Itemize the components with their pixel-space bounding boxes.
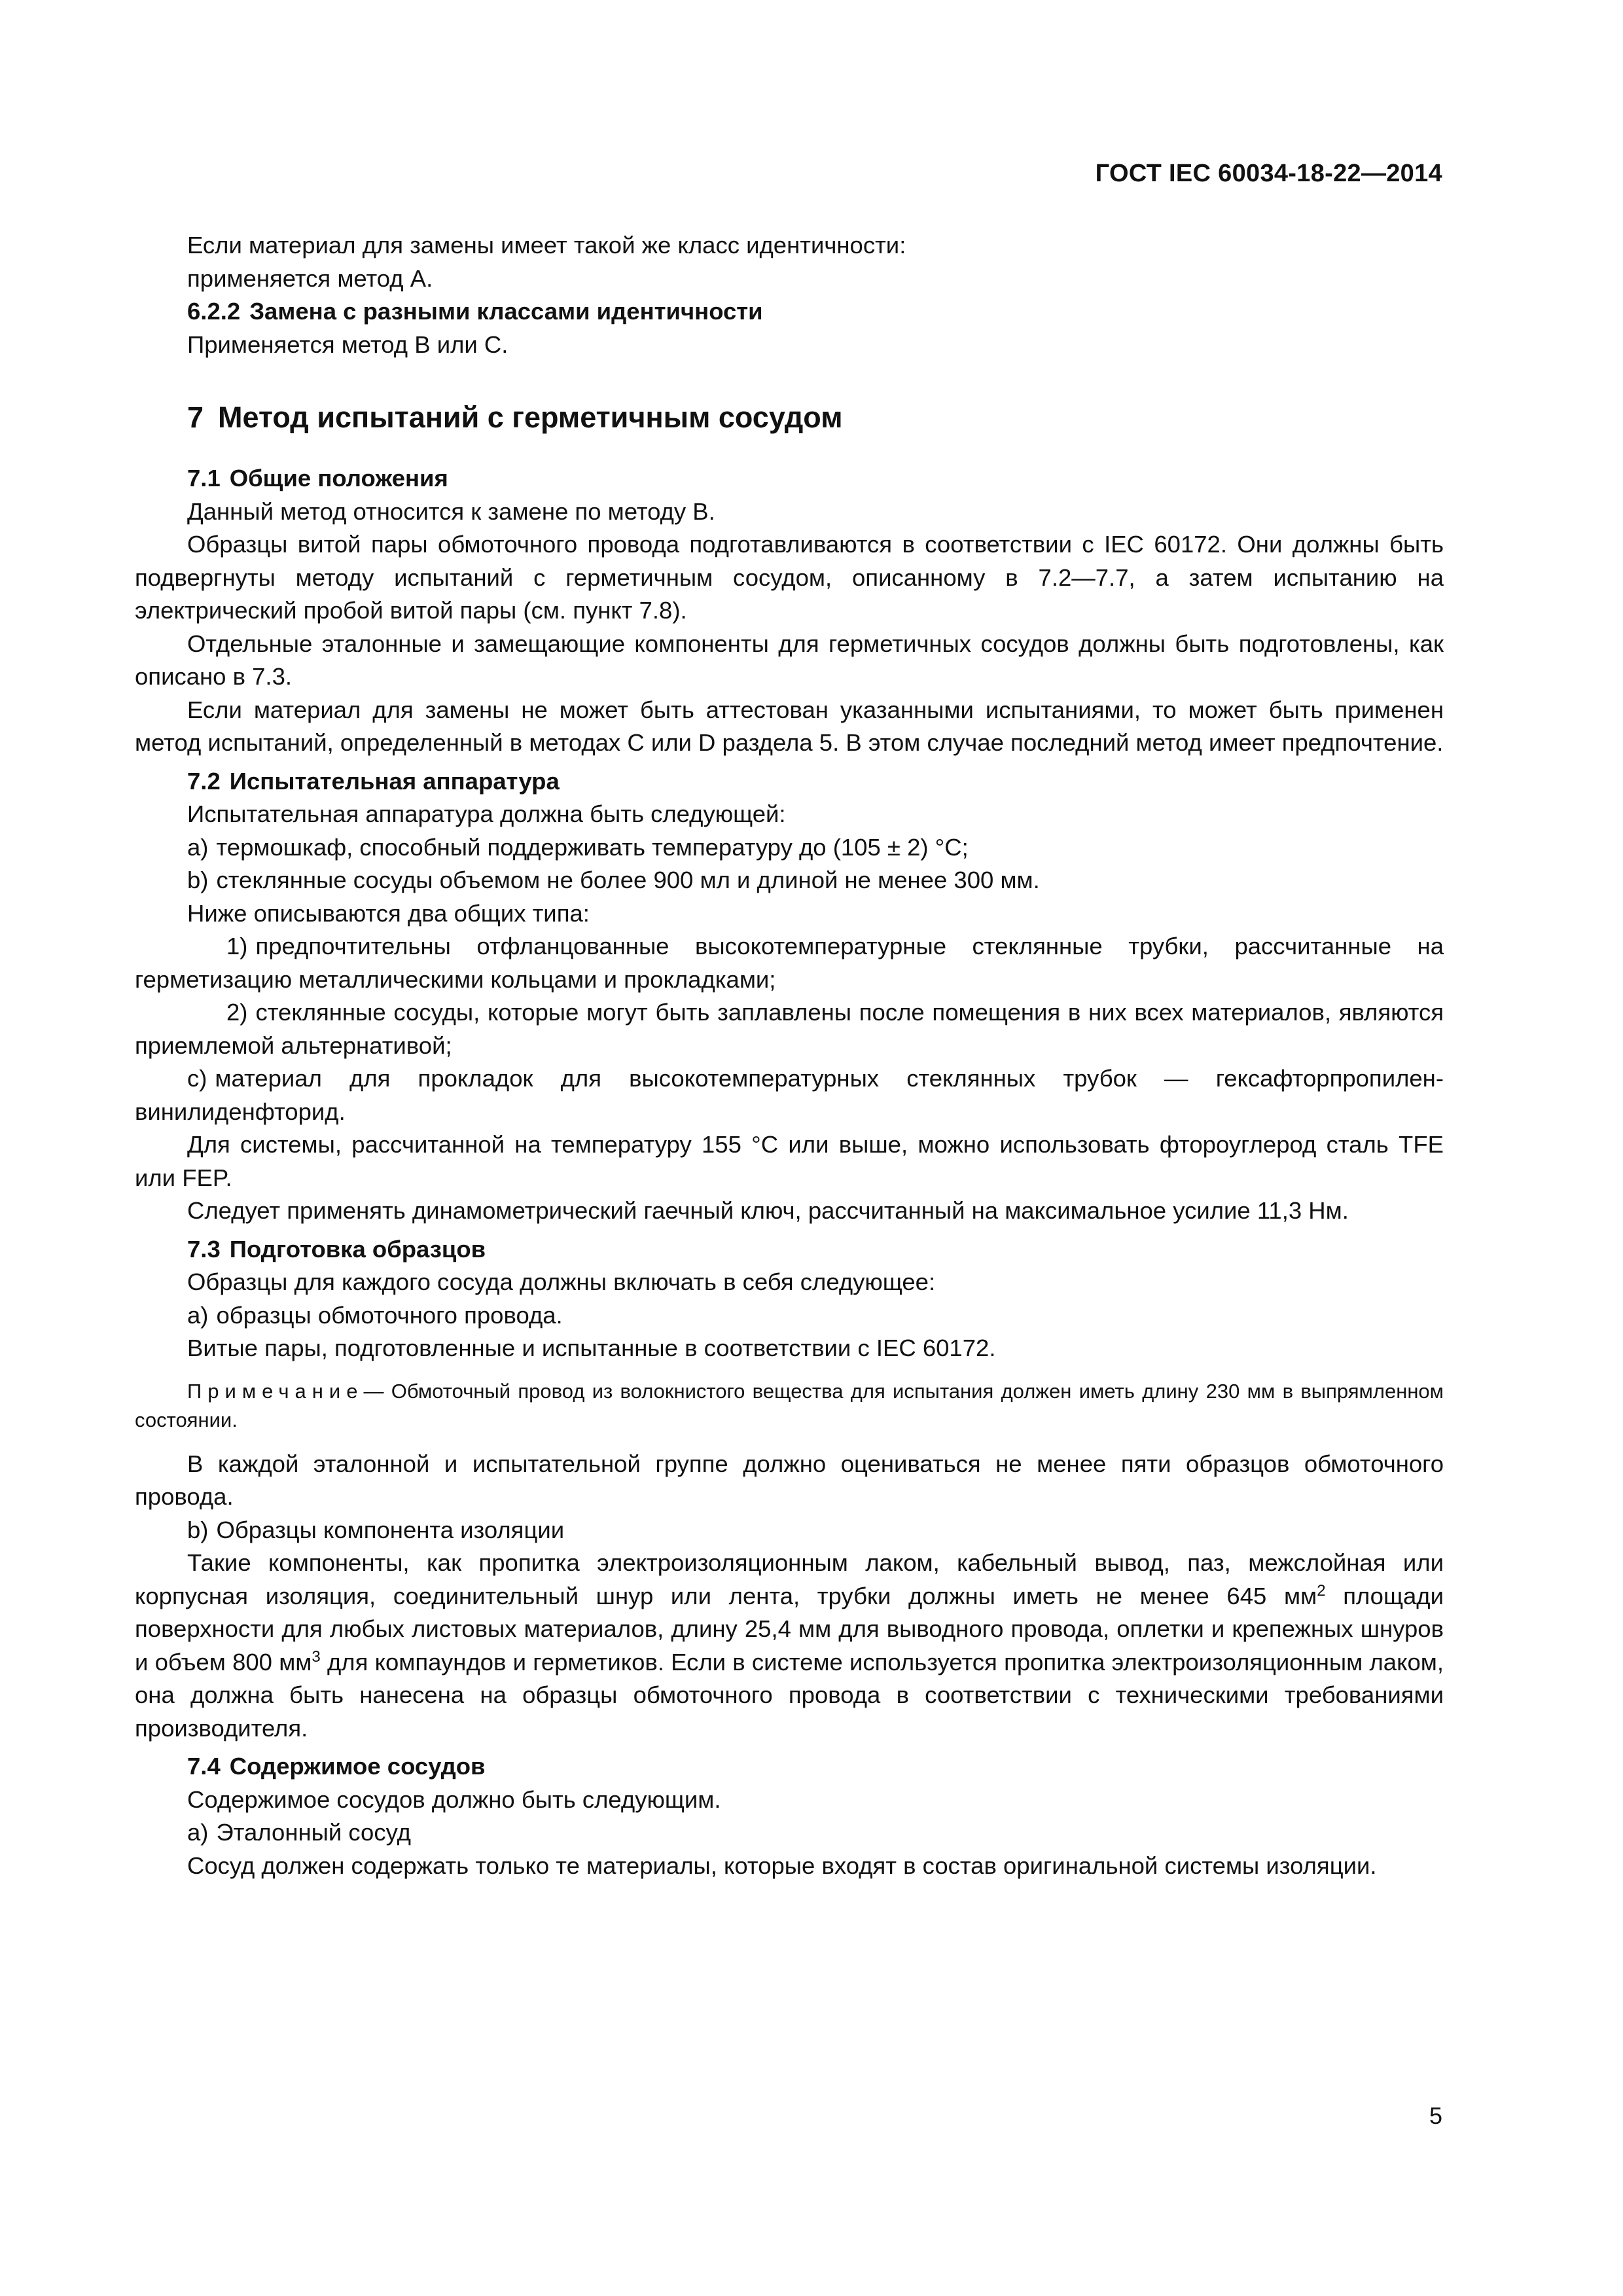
list-marker: 1) bbox=[226, 933, 248, 960]
section-number: 6.2.2 bbox=[187, 298, 241, 325]
note-text: — Обмоточный провод из волокнистого вещества для испытания должен иметь длину 230 мм в выпрямленном состоянии. bbox=[135, 1379, 1444, 1431]
list-marker: a) bbox=[187, 1819, 209, 1846]
text-run: для компаундов и герметиков. Если в системе используется пропитка электроизоляционным лаком, она должна быть нанесена на образцы обмоточного провода в соответствии с техническими требованиями производителя. bbox=[135, 1648, 1444, 1742]
list-item-text: термошкаф, способный поддерживать температуру до (105 ± 2) °С; bbox=[216, 833, 969, 861]
section-title: Подготовка образцов bbox=[229, 1235, 486, 1263]
page-number: 5 bbox=[1429, 2102, 1442, 2129]
list-item-text: стеклянные сосуды объемом не более 900 мл и длиной не менее 300 мм. bbox=[216, 867, 1040, 893]
section-number: 7.4 bbox=[187, 1753, 221, 1780]
list-item-text: Эталонный сосуд bbox=[216, 1819, 411, 1846]
list-item-text: Образцы компонента изоляции bbox=[216, 1516, 565, 1543]
list-item bbox=[135, 1816, 1444, 1850]
section-title: Общие положения bbox=[229, 465, 448, 492]
section-number: 7.2 bbox=[187, 767, 221, 795]
paragraph: Испытательная аппаратура должна быть следующей: bbox=[187, 800, 786, 827]
superscript: 3 bbox=[312, 1647, 321, 1666]
paragraph: Образцы для каждого сосуда должны включать в себя следующее: bbox=[187, 1268, 936, 1295]
list-marker: a) bbox=[187, 833, 209, 861]
section-number: 7.1 bbox=[187, 465, 221, 492]
list-marker: c) bbox=[187, 1065, 207, 1092]
section-title: Содержимое сосудов bbox=[229, 1753, 486, 1780]
paragraph: Содержимое сосудов должно быть следующим. bbox=[187, 1785, 721, 1813]
document-header: ГОСТ IEC 60034-18-22—2014 bbox=[1095, 160, 1442, 187]
section-heading-7-2 bbox=[135, 765, 1444, 798]
list-item bbox=[135, 1514, 1444, 1547]
note bbox=[135, 1377, 1444, 1435]
section-heading-6-2-2 bbox=[135, 295, 1444, 329]
paragraph: применяется метод А. bbox=[187, 264, 433, 292]
document-body bbox=[135, 229, 1444, 1882]
paragraph bbox=[135, 1547, 1444, 1745]
text-run: площади поверхности для любых листовых материалов, длину 25,4 мм для выводного провода, оплетки и крепежных шнуров и объем 800 мм bbox=[135, 1582, 1444, 1676]
superscript: 2 bbox=[1317, 1581, 1326, 1600]
section-heading-7-1 bbox=[135, 462, 1444, 495]
section-title: Замена с разными классами идентичности bbox=[249, 298, 763, 325]
list-item bbox=[135, 864, 1444, 897]
section-title: Метод испытаний с герметичным сосудом bbox=[218, 401, 843, 434]
section-heading-7-4 bbox=[135, 1750, 1444, 1784]
list-marker: b) bbox=[187, 867, 209, 893]
list-marker: 2) bbox=[226, 999, 248, 1026]
paragraph: Если материал для замены не может быть аттестован указанными испытаниями, то может быть применен метод испытаний, определенный в методах С или D раздела 5. В этом случае последний метод имеет предпочтение. bbox=[135, 696, 1444, 756]
paragraph: Витые пары, подготовленные и испытанные в соответствии с IEC 60172. bbox=[187, 1335, 996, 1361]
list-item-text: образцы обмоточного провода. bbox=[216, 1301, 563, 1329]
list-item bbox=[135, 1299, 1444, 1333]
paragraph: Для системы, рассчитанной на температуру 155 °С или выше, можно использовать фтороуглерод сталь TFE или FEP. bbox=[135, 1131, 1444, 1191]
paragraph: Следует применять динамометрический гаечный ключ, рассчитанный на максимальное усилие 11,3 Нм. bbox=[187, 1197, 1349, 1224]
list-item bbox=[135, 831, 1444, 865]
section-number: 7 bbox=[187, 401, 204, 434]
list-marker: a) bbox=[187, 1301, 209, 1329]
section-heading-7 bbox=[135, 399, 1444, 436]
paragraph: В каждой эталонной и испытательной группе должно оцениваться не менее пяти образцов обмоточного провода. bbox=[135, 1450, 1444, 1510]
list-item bbox=[135, 930, 1444, 996]
text-run: Такие компоненты, как пропитка электроизоляционным лаком, кабельный вывод, паз, межслойная или корпусная изоляция, соединительный шнур или лента, трубки должны иметь не менее 645 мм bbox=[135, 1549, 1444, 1609]
paragraph: Ниже описываются два общих типа: bbox=[187, 899, 590, 927]
paragraph: Если материал для замены имеет такой же класс идентичности: bbox=[187, 232, 906, 259]
section-number: 7.3 bbox=[187, 1235, 221, 1263]
list-item-text: материал для прокладок для высокотемпературных стеклянных трубок — гексафторпропилен-винилиденфторид. bbox=[135, 1065, 1444, 1125]
list-item-text: стеклянные сосуды, которые могут быть заплавлены после помещения в них всех материалов, являются приемлемой альтернативой; bbox=[135, 999, 1444, 1059]
paragraph: Сосуд должен содержать только те материалы, которые входят в состав оригинальной системы изоляции. bbox=[187, 1852, 1377, 1879]
list-marker: b) bbox=[187, 1516, 209, 1543]
section-title: Испытательная аппаратура bbox=[229, 767, 560, 795]
list-item bbox=[135, 1062, 1444, 1128]
note-label: Примечание bbox=[187, 1379, 364, 1403]
section-heading-7-3 bbox=[135, 1233, 1444, 1266]
paragraph: Данный метод относится к замене по методу В. bbox=[187, 497, 715, 525]
paragraph: Образцы витой пары обмоточного провода подготавливаются в соответствии с IEC 60172. Они должны быть подвергнуты методу испытаний с герметичным сосудом, описанному в 7.2—7.7, а затем испытанию на электрический пробой витой пары (см. пункт 7.8). bbox=[135, 531, 1444, 624]
paragraph: Отдельные эталонные и замещающие компоненты для герметичных сосудов должны быть подготовлены, как описано в 7.3. bbox=[135, 630, 1444, 690]
list-item bbox=[135, 996, 1444, 1062]
list-item-text: предпочтительны отфланцованные высокотемпературные стеклянные трубки, рассчитанные на герметизацию металлическими кольцами и прокладками; bbox=[135, 933, 1444, 993]
paragraph: Применяется метод В или С. bbox=[187, 331, 508, 358]
